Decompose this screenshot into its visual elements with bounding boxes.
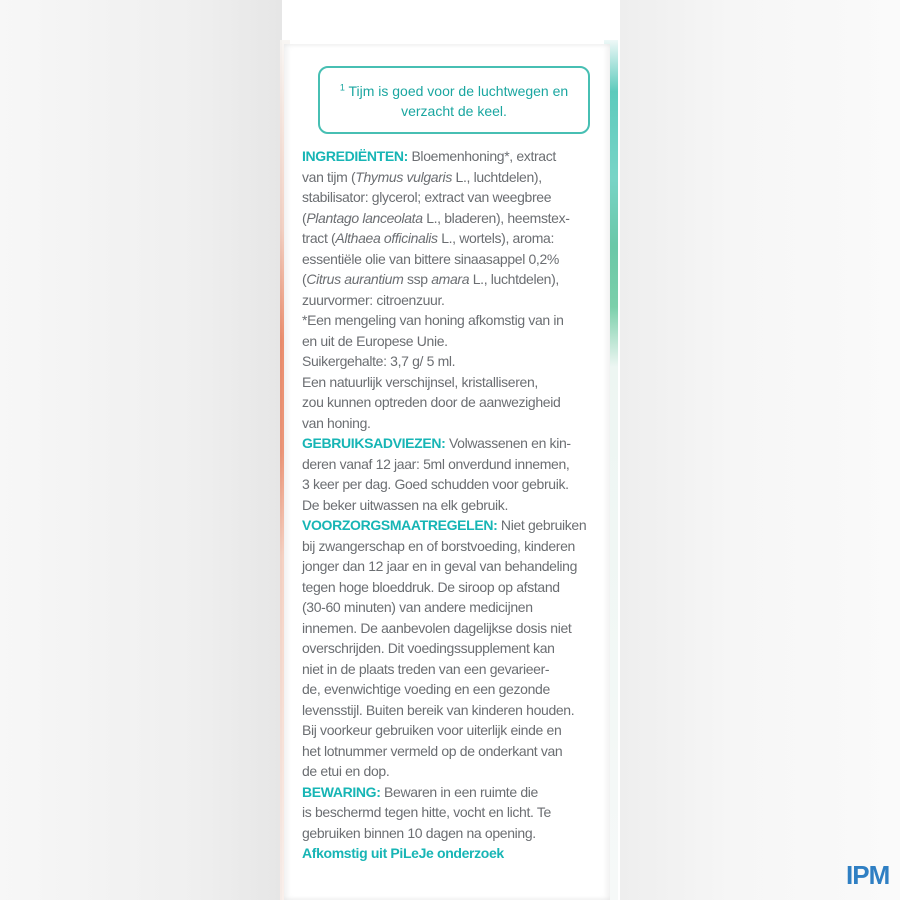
usage-text-3: De beker uitwassen na elk gebruik. — [302, 496, 508, 513]
research-footer: Afkomstig uit PiLeJe onderzoek — [302, 845, 504, 861]
precautions-text-8: de, evenwichtige voeding en een gezonde — [302, 681, 550, 697]
latin-name-althaea: Althaea officinalis — [335, 230, 438, 246]
ingredients-text-7: zuurvormer: citroenzuur. — [302, 291, 445, 308]
precautions-text-12: de etui en dop. — [302, 763, 390, 779]
ingredients-text-2: stabilisator: glycerol; extract van weegbree — [302, 189, 552, 205]
ingredients-text-8: *Een mengeling van honing afkomstig van in — [302, 312, 564, 328]
ingredients-first-line — [302, 146, 604, 167]
footnote-marker: 1 — [339, 82, 345, 93]
ingredients-text-12: zou kunnen optreden door de aanwezigheid — [302, 394, 561, 410]
ingredients-text-4: tract (Althaea officinalis L., wortels), aroma: — [302, 230, 555, 246]
precautions-text-1: bij zwangerschap en of borstvoeding, kinderen — [302, 537, 575, 554]
storage-text-0: Bewaren in een ruimte die — [380, 783, 538, 800]
latin-name-thymus: Thymus vulgaris — [355, 168, 452, 185]
thyme-info-text-1: Tijm is goed voor de luchtwegen en — [348, 83, 569, 99]
ingredients-heading: INGREDIËNTEN: — [302, 148, 408, 164]
ingredients-text-11: Een natuurlijk verschijnsel, kristalliseren, — [302, 373, 538, 390]
precautions-text-5: innemen. De aanbevolen dagelijkse dosis niet — [302, 619, 572, 636]
precautions-text-6: overschrijden. Dit voedingssupplement kan — [302, 640, 555, 656]
ingredients-text-13: van honing. — [302, 414, 371, 431]
ingredients-text-0: Bloemenhoning*, extract — [407, 148, 556, 164]
storage-text-1: is beschermd tegen hitte, vocht en licht. Te — [302, 804, 551, 820]
ingredients-text-1: van tijm (Thymus vulgaris L., luchtdelen), — [302, 168, 542, 185]
latin-name-amara: amara — [431, 271, 470, 287]
thyme-info-line-1 — [320, 81, 588, 101]
storage-heading: BEWARING: — [302, 783, 381, 800]
usage-text-1: deren vanaf 12 jaar: 5ml onverdund innemen, — [302, 455, 570, 472]
usage-heading: GEBRUIKSADVIEZEN: — [302, 435, 446, 451]
background-left — [0, 0, 282, 900]
precautions-first-line — [302, 515, 604, 536]
latin-name-citrus: Citrus aurantium — [306, 271, 404, 287]
ingredients-text-10: Suikergehalte: 3,7 g/ 5 ml. — [302, 353, 456, 369]
precautions-text-0: Niet gebruiken — [497, 517, 587, 533]
precautions-text-4: (30-60 minuten) van andere medicijnen — [302, 599, 533, 615]
precautions-text-9: levensstijl. Buiten bereik van kinderen houden. — [302, 701, 575, 718]
usage-first-line — [302, 433, 604, 454]
ipm-watermark-logo: IPM — [846, 860, 890, 890]
thyme-info-box — [318, 66, 590, 134]
thyme-info-line-2: verzacht de keel. — [401, 103, 507, 119]
precautions-text-10: Bij voorkeur gebruiken voor uiterlijk einde en — [302, 722, 562, 738]
usage-text-2: 3 keer per dag. Goed schudden voor gebruik. — [302, 476, 569, 492]
precautions-text-2: jonger dan 12 jaar en in geval van behandeling — [302, 558, 578, 574]
usage-text-0: Volwassenen en kin- — [445, 435, 571, 451]
precautions-text-7: niet in de plaats treden van een gevarieer- — [302, 660, 550, 677]
precautions-text-3: tegen hoge bloeddruk. De siroop op afstand — [302, 578, 560, 595]
storage-first-line — [302, 782, 604, 803]
precautions-text-11: het lotnummer vermeld op de onderkant van — [302, 742, 563, 759]
background-right — [620, 0, 900, 900]
latin-name-plantago: Plantago lanceolata — [306, 209, 423, 226]
product-text — [302, 146, 604, 864]
ingredients-text-9: en uit de Europese Unie. — [302, 332, 448, 349]
storage-text-2: gebruiken binnen 10 dagen na opening. — [302, 824, 536, 841]
ingredients-text-5: essentiële olie van bittere sinaasappel 0,2% — [302, 250, 559, 267]
ingredients-text-3: (Plantago lanceolata L., bladeren), heemstex- — [302, 209, 570, 226]
ingredients-text-6: (Citrus aurantium ssp amara L., luchtdelen), — [302, 271, 559, 287]
precautions-heading: VOORZORGSMAATREGELEN: — [302, 517, 498, 533]
